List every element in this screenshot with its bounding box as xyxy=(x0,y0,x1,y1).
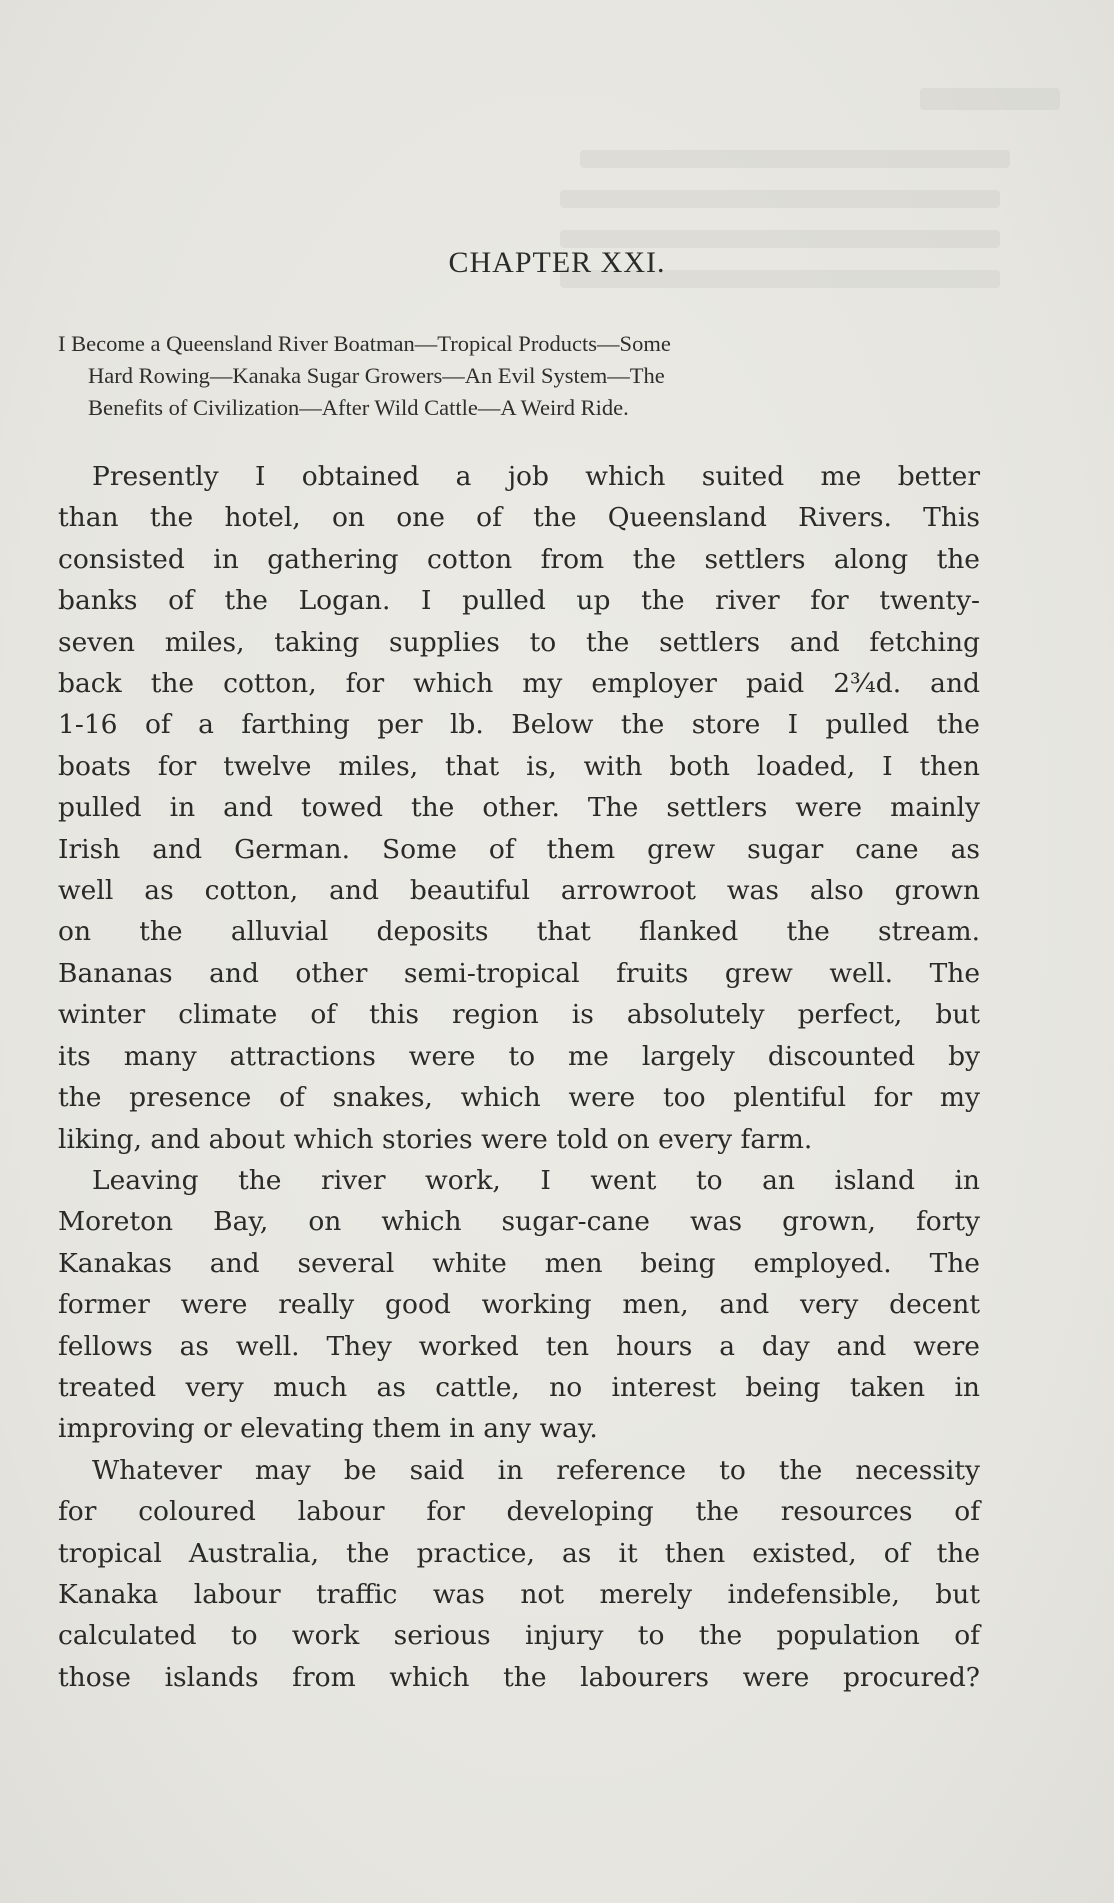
text-line: pulled in and towed the other. The settlers were mainly xyxy=(58,792,980,824)
chapter-title: CHAPTER XXI. xyxy=(448,246,666,279)
text-line: its many attractions were to me largely discounted by xyxy=(58,1040,980,1072)
text-line: those islands from which the labourers were procured? xyxy=(58,1661,980,1693)
text-line: former were really good working men, and very decent xyxy=(58,1289,980,1321)
synopsis-line: I Become a Queensland River Boatman—Tropical Products—Some xyxy=(58,331,671,356)
text-line: winter climate of this region is absolutely perfect, but xyxy=(58,999,980,1031)
text-line: improving or elevating them in any way. xyxy=(58,1413,598,1445)
text-line: banks of the Logan. I pulled up the river for twenty- xyxy=(58,585,980,617)
text-line: Irish and German. Some of them grew sugar cane as xyxy=(58,833,980,865)
text-line: calculated to work serious injury to the population of xyxy=(58,1620,980,1652)
text-line: fellows as well. They worked ten hours a day and were xyxy=(58,1330,980,1362)
synopsis-line: Benefits of Civilization—After Wild Cattle—A Weird Ride. xyxy=(88,395,629,420)
text-line: Moreton Bay, on which sugar-cane was grown, forty xyxy=(58,1206,980,1238)
text-line: boats for twelve miles, that is, with both loaded, I then xyxy=(58,750,980,782)
text-line: 1-16 of a farthing per lb. Below the store I pulled the xyxy=(58,709,980,741)
text-line: for coloured labour for developing the resources of xyxy=(58,1496,980,1528)
synopsis-line: Hard Rowing—Kanaka Sugar Growers—An Evil System—The xyxy=(88,363,665,388)
text-line: Leaving the river work, I went to an island in xyxy=(92,1164,980,1196)
text-line: Whatever may be said in reference to the necessity xyxy=(92,1454,980,1486)
text-line: the presence of snakes, which were too plentiful for my xyxy=(58,1082,980,1114)
text-line: on the alluvial deposits that flanked the stream. xyxy=(58,916,980,948)
text-line: treated very much as cattle, no interest being taken in xyxy=(58,1371,980,1403)
text-line: seven miles, taking supplies to the settlers and fetching xyxy=(58,626,980,658)
text-line: back the cotton, for which my employer paid 2¾d. and xyxy=(58,668,980,700)
text-line: well as cotton, and beautiful arrowroot was also grown xyxy=(58,875,980,907)
text-line: consisted in gathering cotton from the settlers along the xyxy=(58,543,980,575)
body-text xyxy=(58,456,980,1698)
text-line: Bananas and other semi-tropical fruits grew well. The xyxy=(58,957,980,989)
text-line: Presently I obtained a job which suited me better xyxy=(92,461,980,492)
text-line: than the hotel, on one of the Queensland Rivers. This xyxy=(58,502,980,534)
text-line: Kanaka labour traffic was not merely indefensible, but xyxy=(58,1578,980,1610)
text-line: Kanakas and several white men being employed. The xyxy=(58,1247,980,1279)
chapter-synopsis xyxy=(58,328,983,424)
text-line: tropical Australia, the practice, as it then existed, of the xyxy=(58,1537,980,1569)
text-line: liking, and about which stories were told on every farm. xyxy=(58,1123,813,1155)
